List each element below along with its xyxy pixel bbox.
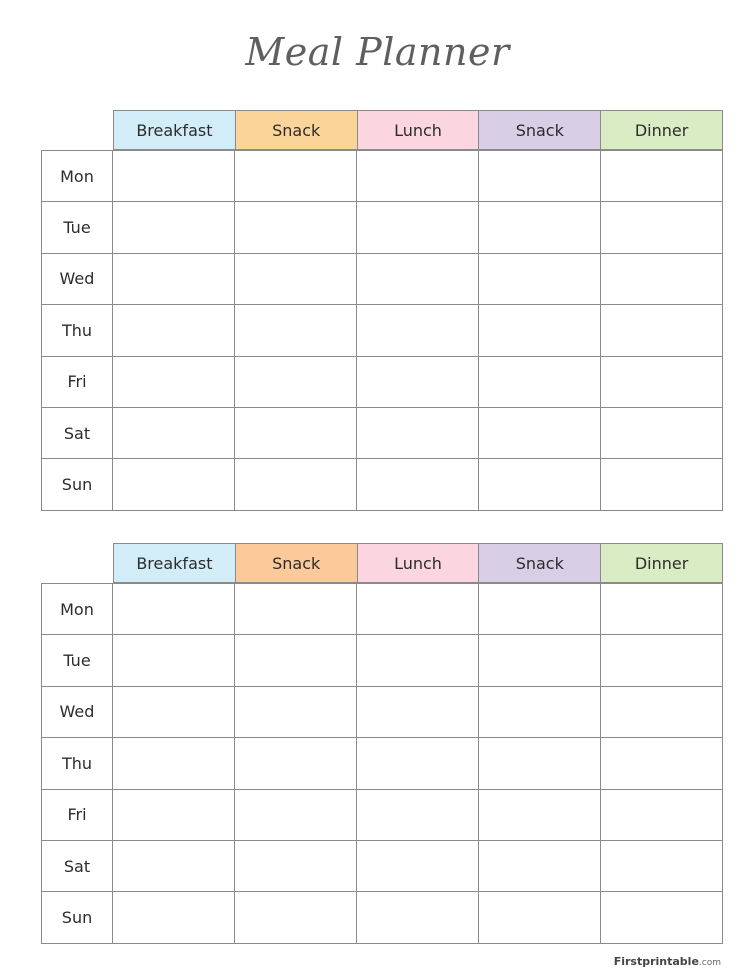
meal-cell[interactable] bbox=[113, 254, 235, 304]
meal-cell[interactable] bbox=[357, 790, 479, 840]
meal-cell[interactable] bbox=[357, 357, 479, 407]
meal-cell[interactable] bbox=[357, 841, 479, 891]
meal-cell[interactable] bbox=[235, 151, 357, 201]
meal-cell[interactable] bbox=[235, 408, 357, 458]
footer-tld: .com bbox=[698, 958, 721, 968]
meal-cell[interactable] bbox=[235, 892, 357, 942]
meal-grid bbox=[41, 150, 723, 511]
meal-cell[interactable] bbox=[479, 151, 601, 201]
meal-cell[interactable] bbox=[235, 687, 357, 737]
day-label: Sun bbox=[41, 892, 113, 942]
meal-cell[interactable] bbox=[235, 790, 357, 840]
meal-cell[interactable] bbox=[601, 738, 723, 788]
table-row bbox=[41, 841, 723, 892]
meal-header-snack: Snack bbox=[235, 110, 357, 150]
page-title: Meal Planner bbox=[245, 30, 510, 74]
meal-cell[interactable] bbox=[357, 687, 479, 737]
meal-cell[interactable] bbox=[601, 202, 723, 252]
table-row bbox=[41, 151, 723, 202]
meal-planner-table-2 bbox=[41, 543, 723, 944]
meal-cell[interactable] bbox=[601, 892, 723, 942]
meal-cell[interactable] bbox=[357, 254, 479, 304]
table-row bbox=[41, 738, 723, 789]
meal-cell[interactable] bbox=[113, 459, 235, 509]
day-label: Thu bbox=[41, 738, 113, 788]
meal-cell[interactable] bbox=[601, 408, 723, 458]
meal-cell[interactable] bbox=[479, 357, 601, 407]
meal-cell[interactable] bbox=[601, 841, 723, 891]
day-label: Thu bbox=[41, 305, 113, 355]
day-label: Tue bbox=[41, 202, 113, 252]
meal-cell[interactable] bbox=[601, 151, 723, 201]
meal-cell[interactable] bbox=[113, 687, 235, 737]
day-label: Wed bbox=[41, 687, 113, 737]
meal-header-snack: Snack bbox=[235, 543, 357, 583]
day-label: Fri bbox=[41, 790, 113, 840]
meal-cell[interactable] bbox=[357, 892, 479, 942]
meal-cell[interactable] bbox=[479, 408, 601, 458]
table-row bbox=[41, 408, 723, 459]
meal-cell[interactable] bbox=[357, 408, 479, 458]
meal-cell[interactable] bbox=[235, 202, 357, 252]
meal-cell[interactable] bbox=[479, 254, 601, 304]
meal-header-breakfast: Breakfast bbox=[113, 543, 235, 583]
meal-cell[interactable] bbox=[357, 151, 479, 201]
meal-cell[interactable] bbox=[235, 459, 357, 509]
meal-cell[interactable] bbox=[113, 202, 235, 252]
meal-cell[interactable] bbox=[113, 357, 235, 407]
meal-cell[interactable] bbox=[357, 584, 479, 634]
meal-cell[interactable] bbox=[601, 687, 723, 737]
meal-cell[interactable] bbox=[601, 635, 723, 685]
meal-header-snack: Snack bbox=[478, 110, 600, 150]
meal-cell[interactable] bbox=[113, 151, 235, 201]
meal-cell[interactable] bbox=[235, 841, 357, 891]
table-row bbox=[41, 584, 723, 635]
meal-cell[interactable] bbox=[357, 459, 479, 509]
meal-cell[interactable] bbox=[601, 584, 723, 634]
meal-cell[interactable] bbox=[479, 584, 601, 634]
meal-grid bbox=[41, 583, 723, 944]
day-label: Mon bbox=[41, 584, 113, 634]
table-row bbox=[41, 687, 723, 738]
meal-cell[interactable] bbox=[357, 738, 479, 788]
day-label: Sat bbox=[41, 841, 113, 891]
meal-planner-table-1 bbox=[41, 110, 723, 511]
meal-cell[interactable] bbox=[601, 790, 723, 840]
meal-header-row bbox=[113, 543, 723, 583]
meal-cell[interactable] bbox=[357, 202, 479, 252]
meal-cell[interactable] bbox=[113, 790, 235, 840]
meal-cell[interactable] bbox=[113, 738, 235, 788]
meal-cell[interactable] bbox=[601, 357, 723, 407]
table-row bbox=[41, 892, 723, 943]
table-row bbox=[41, 635, 723, 686]
meal-cell[interactable] bbox=[357, 635, 479, 685]
meal-cell[interactable] bbox=[479, 687, 601, 737]
meal-cell[interactable] bbox=[479, 459, 601, 509]
meal-cell[interactable] bbox=[235, 738, 357, 788]
meal-cell[interactable] bbox=[113, 841, 235, 891]
meal-cell[interactable] bbox=[479, 790, 601, 840]
meal-cell[interactable] bbox=[235, 305, 357, 355]
day-label: Wed bbox=[41, 254, 113, 304]
meal-header-breakfast: Breakfast bbox=[113, 110, 235, 150]
table-row bbox=[41, 790, 723, 841]
meal-cell[interactable] bbox=[357, 305, 479, 355]
day-label: Tue bbox=[41, 635, 113, 685]
meal-cell[interactable] bbox=[601, 459, 723, 509]
meal-cell[interactable] bbox=[479, 841, 601, 891]
meal-header-lunch: Lunch bbox=[357, 543, 479, 583]
meal-cell[interactable] bbox=[235, 584, 357, 634]
meal-cell[interactable] bbox=[113, 305, 235, 355]
meal-cell[interactable] bbox=[479, 892, 601, 942]
table-row bbox=[41, 254, 723, 305]
meal-cell[interactable] bbox=[479, 202, 601, 252]
meal-cell[interactable] bbox=[479, 635, 601, 685]
meal-cell[interactable] bbox=[601, 305, 723, 355]
meal-cell[interactable] bbox=[113, 584, 235, 634]
meal-cell[interactable] bbox=[235, 635, 357, 685]
meal-cell[interactable] bbox=[601, 254, 723, 304]
day-label: Sat bbox=[41, 408, 113, 458]
table-row bbox=[41, 305, 723, 356]
table-row bbox=[41, 459, 723, 510]
meal-cell[interactable] bbox=[479, 738, 601, 788]
meal-cell[interactable] bbox=[113, 635, 235, 685]
meal-header-snack: Snack bbox=[478, 543, 600, 583]
footer-credit bbox=[614, 955, 721, 968]
meal-header-lunch: Lunch bbox=[357, 110, 479, 150]
meal-cell[interactable] bbox=[113, 408, 235, 458]
table-row bbox=[41, 357, 723, 408]
meal-cell[interactable] bbox=[479, 305, 601, 355]
day-label: Fri bbox=[41, 357, 113, 407]
meal-header-dinner: Dinner bbox=[600, 110, 723, 150]
meal-cell[interactable] bbox=[113, 892, 235, 942]
footer-brand: Firstprintable bbox=[613, 955, 699, 968]
meal-cell[interactable] bbox=[235, 357, 357, 407]
meal-cell[interactable] bbox=[235, 254, 357, 304]
table-row bbox=[41, 202, 723, 253]
meal-header-row bbox=[113, 110, 723, 150]
day-label: Sun bbox=[41, 459, 113, 509]
day-label: Mon bbox=[41, 151, 113, 201]
meal-header-dinner: Dinner bbox=[600, 543, 723, 583]
